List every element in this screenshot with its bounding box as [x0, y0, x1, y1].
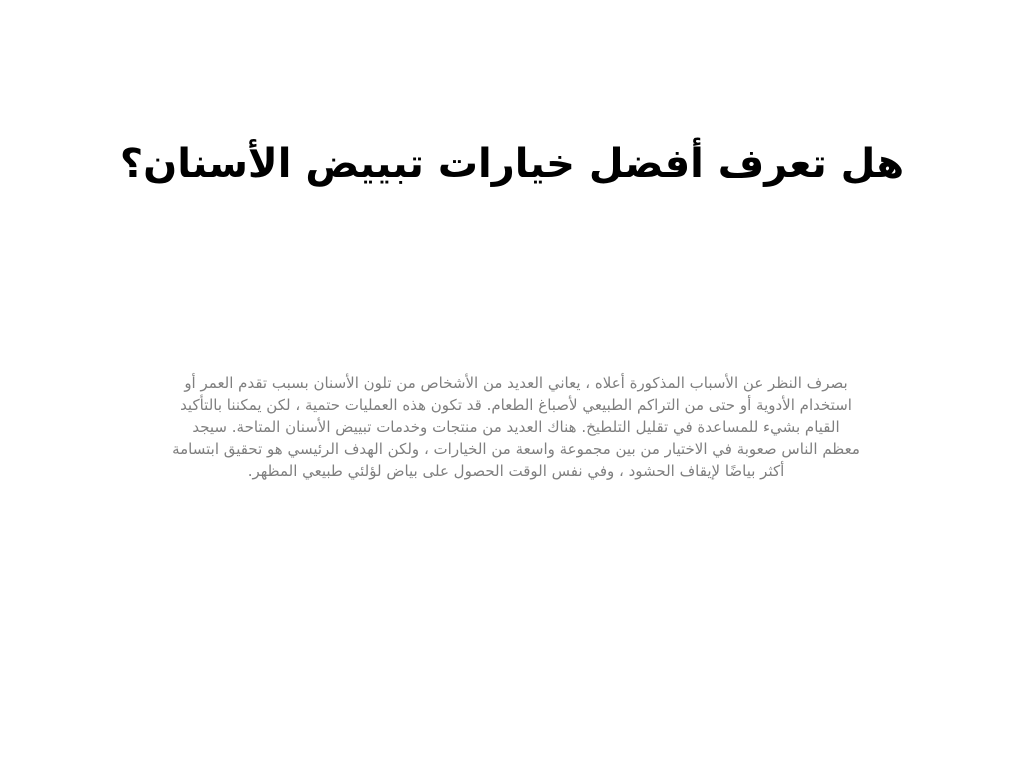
- slide-title: هل تعرف أفضل خيارات تبييض الأسنان؟: [119, 141, 905, 187]
- slide-body-text: بصرف النظر عن الأسباب المذكورة أعلاه ، يعاني العديد من الأشخاص من تلون الأسنان بسبب تقدم العمر أو استخدام الأدوية أو حتى من التراكم الطبيعي لأصباغ الطعام. قد تكون هذه العمليات حتمية ، لكن يمكننا بالتأكيد القيام بشيء للمساعدة في تقليل التلطيخ. هناك العديد من منتجات وخدمات تبييض الأسنان المتاحة. سيجد معظم الناس صعوبة في الاختيار من بين مجموعة واسعة من الخيارات ، ولكن الهدف الرئيسي هو تحقيق ابتسامة أكثر بياضًا لإيقاف الحشود ، وفي نفس الوقت الحصول على بياض لؤلئي طبيعي المظهر.: [172, 374, 860, 480]
